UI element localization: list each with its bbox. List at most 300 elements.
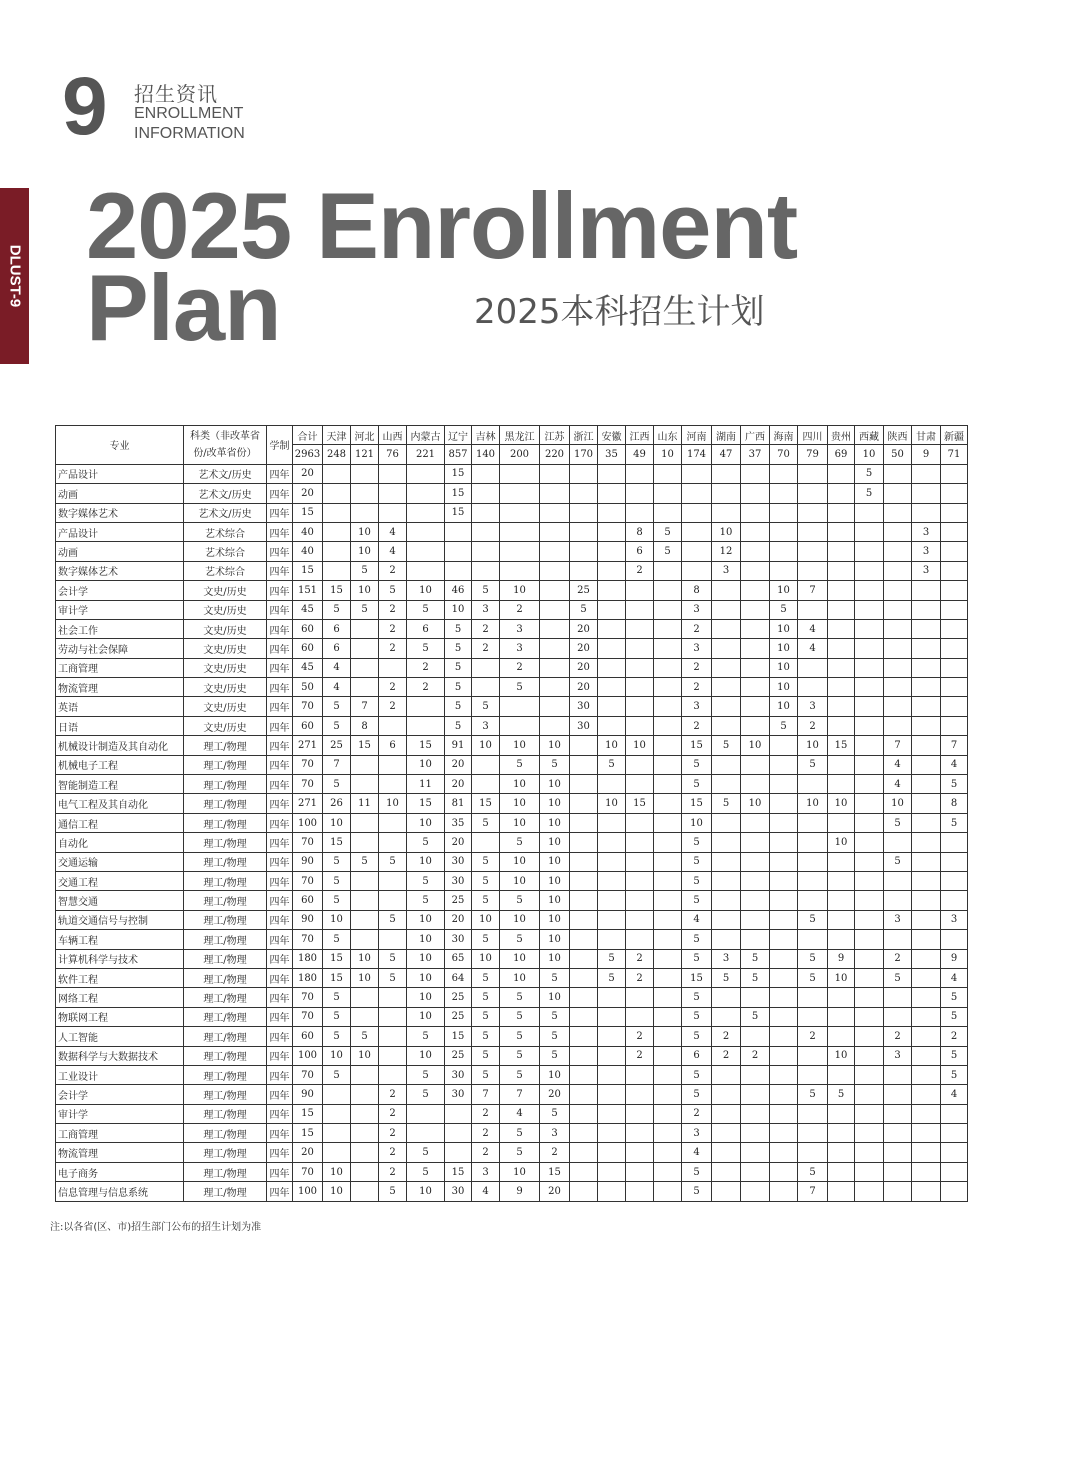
quota-cell — [570, 542, 598, 561]
quota-cell — [741, 464, 770, 483]
quota-cell — [741, 813, 770, 832]
duration-cell: 四年 — [267, 1007, 293, 1026]
quota-cell — [654, 968, 682, 987]
quota-cell — [855, 716, 884, 735]
quota-cell: 5 — [598, 755, 626, 774]
quota-cell — [855, 600, 884, 619]
duration-cell: 四年 — [267, 697, 293, 716]
quota-cell — [770, 910, 798, 929]
quota-cell — [626, 484, 654, 503]
quota-cell: 5 — [407, 1065, 445, 1084]
table-row — [56, 775, 968, 794]
quota-cell: 10 — [770, 658, 798, 677]
duration-cell: 四年 — [267, 522, 293, 541]
quota-cell — [570, 1124, 598, 1143]
quota-cell — [828, 1124, 855, 1143]
quota-cell — [654, 716, 682, 735]
quota-cell — [912, 1085, 941, 1104]
quota-cell — [654, 1162, 682, 1181]
quota-cell: 5 — [798, 949, 828, 968]
total-cell: 2963 — [293, 445, 323, 464]
quota-cell: 3 — [682, 639, 712, 658]
quota-cell: 20 — [570, 639, 598, 658]
quota-cell — [828, 697, 855, 716]
quota-cell — [626, 891, 654, 910]
quota-cell — [626, 930, 654, 949]
quota-cell — [798, 1124, 828, 1143]
duration-cell: 四年 — [267, 1027, 293, 1046]
quota-cell — [741, 678, 770, 697]
quota-cell: 10 — [770, 619, 798, 638]
quota-cell — [712, 1124, 741, 1143]
quota-cell — [712, 891, 741, 910]
quota-cell — [855, 794, 884, 813]
quota-cell: 4 — [379, 542, 407, 561]
quota-cell: 2 — [682, 678, 712, 697]
quota-cell — [570, 968, 598, 987]
quota-cell — [570, 1085, 598, 1104]
quota-cell — [682, 542, 712, 561]
major-cell: 机械设计制造及其自动化 — [56, 736, 184, 755]
quota-cell — [884, 1162, 912, 1181]
quota-cell — [598, 716, 626, 735]
quota-cell — [712, 697, 741, 716]
quota-cell: 25 — [445, 891, 472, 910]
quota-cell: 3 — [912, 522, 941, 541]
total-cell: 221 — [407, 445, 445, 464]
quota-cell — [598, 542, 626, 561]
quota-cell — [912, 1046, 941, 1065]
quota-cell — [912, 600, 941, 619]
category-cell: 理工/物理 — [184, 775, 267, 794]
duration-cell: 四年 — [267, 891, 293, 910]
quota-cell: 5 — [712, 968, 741, 987]
quota-cell — [941, 1104, 968, 1123]
quota-cell — [741, 871, 770, 890]
quota-cell: 5 — [941, 813, 968, 832]
quota-cell: 5 — [407, 1085, 445, 1104]
quota-cell — [654, 1143, 682, 1162]
total-cell: 10 — [654, 445, 682, 464]
quota-cell: 15 — [323, 833, 351, 852]
quota-cell: 70 — [293, 697, 323, 716]
major-cell: 软件工程 — [56, 968, 184, 987]
quota-cell: 3 — [712, 949, 741, 968]
quota-cell — [912, 813, 941, 832]
quota-cell — [626, 464, 654, 483]
quota-cell: 90 — [293, 910, 323, 929]
quota-cell — [626, 1085, 654, 1104]
quota-cell: 15 — [445, 484, 472, 503]
quota-cell: 5 — [682, 871, 712, 890]
quota-cell — [828, 716, 855, 735]
quota-cell: 10 — [500, 968, 540, 987]
quota-cell — [626, 1143, 654, 1162]
quota-cell — [712, 813, 741, 832]
quota-cell — [741, 697, 770, 716]
quota-cell: 45 — [293, 600, 323, 619]
quota-cell — [855, 581, 884, 600]
section-number: 9 — [62, 61, 108, 152]
quota-cell — [941, 1182, 968, 1201]
major-cell: 英语 — [56, 697, 184, 716]
quota-cell: 3 — [500, 639, 540, 658]
quota-cell — [855, 968, 884, 987]
quota-cell: 10 — [500, 1162, 540, 1181]
quota-cell — [351, 1162, 379, 1181]
quota-cell — [941, 581, 968, 600]
header-row — [56, 426, 968, 445]
quota-cell — [472, 522, 500, 541]
quota-cell — [351, 775, 379, 794]
quota-cell: 10 — [500, 736, 540, 755]
category-cell: 理工/物理 — [184, 871, 267, 890]
quota-cell: 5 — [682, 891, 712, 910]
quota-cell: 10 — [500, 910, 540, 929]
quota-cell — [407, 542, 445, 561]
category-cell: 理工/物理 — [184, 968, 267, 987]
quota-cell — [770, 988, 798, 1007]
quota-cell: 7 — [941, 736, 968, 755]
quota-cell: 10 — [500, 949, 540, 968]
quota-cell — [351, 619, 379, 638]
quota-cell — [598, 1182, 626, 1201]
quota-cell — [598, 1162, 626, 1181]
quota-cell — [598, 503, 626, 522]
quota-cell — [828, 1027, 855, 1046]
quota-cell: 15 — [445, 464, 472, 483]
major-cell: 审计学 — [56, 600, 184, 619]
quota-cell — [941, 522, 968, 541]
quota-cell: 15 — [540, 1162, 570, 1181]
quota-cell — [884, 561, 912, 580]
quota-cell — [472, 464, 500, 483]
quota-cell: 12 — [712, 542, 741, 561]
duration-cell: 四年 — [267, 1124, 293, 1143]
quota-cell — [654, 871, 682, 890]
table-row — [56, 1027, 968, 1046]
quota-cell — [351, 833, 379, 852]
quota-cell: 5 — [884, 968, 912, 987]
quota-cell — [472, 561, 500, 580]
quota-cell: 90 — [293, 852, 323, 871]
quota-cell: 5 — [500, 833, 540, 852]
quota-cell: 5 — [407, 891, 445, 910]
page-subtitle: 2025本科招生计划 — [474, 292, 765, 332]
table-row — [56, 1046, 968, 1065]
duration-cell: 四年 — [267, 833, 293, 852]
quota-cell: 10 — [472, 949, 500, 968]
table-row — [56, 619, 968, 638]
major-cell: 数字媒体艺术 — [56, 561, 184, 580]
major-cell: 工业设计 — [56, 1065, 184, 1084]
quota-cell — [912, 1027, 941, 1046]
quota-cell — [323, 1104, 351, 1123]
quota-cell: 3 — [798, 697, 828, 716]
quota-cell — [570, 1065, 598, 1084]
quota-cell — [941, 871, 968, 890]
major-cell: 动画 — [56, 484, 184, 503]
quota-cell — [941, 716, 968, 735]
quota-cell — [798, 464, 828, 483]
quota-cell: 5 — [540, 1046, 570, 1065]
quota-cell — [351, 1085, 379, 1104]
quota-cell — [351, 1182, 379, 1201]
total-cell: 248 — [323, 445, 351, 464]
duration-cell: 四年 — [267, 813, 293, 832]
quota-cell: 15 — [323, 581, 351, 600]
quota-cell — [472, 658, 500, 677]
category-cell: 理工/物理 — [184, 910, 267, 929]
quota-cell — [598, 600, 626, 619]
quota-cell — [379, 775, 407, 794]
category-cell: 理工/物理 — [184, 1027, 267, 1046]
quota-cell — [407, 561, 445, 580]
quota-cell: 5 — [682, 1162, 712, 1181]
quota-cell: 5 — [323, 600, 351, 619]
quota-cell: 5 — [884, 852, 912, 871]
section-title-en-line2: INFORMATION — [134, 125, 245, 142]
quota-cell — [912, 968, 941, 987]
quota-cell — [741, 775, 770, 794]
quota-cell: 5 — [500, 678, 540, 697]
quota-cell — [741, 1027, 770, 1046]
quota-cell: 5 — [540, 1027, 570, 1046]
quota-cell — [855, 542, 884, 561]
quota-cell: 5 — [682, 1085, 712, 1104]
quota-cell: 7 — [351, 697, 379, 716]
quota-cell: 15 — [445, 1027, 472, 1046]
quota-cell: 5 — [445, 619, 472, 638]
category-cell: 理工/物理 — [184, 930, 267, 949]
header-province: 海南 — [770, 426, 798, 445]
quota-cell — [712, 619, 741, 638]
quota-cell — [407, 522, 445, 541]
quota-cell: 10 — [351, 968, 379, 987]
quota-cell — [570, 813, 598, 832]
quota-cell: 2 — [682, 716, 712, 735]
header-province: 广西 — [741, 426, 770, 445]
total-cell: 10 — [855, 445, 884, 464]
quota-cell — [598, 1027, 626, 1046]
quota-cell — [654, 600, 682, 619]
major-cell: 计算机科学与技术 — [56, 949, 184, 968]
quota-cell: 5 — [445, 639, 472, 658]
major-cell: 自动化 — [56, 833, 184, 852]
quota-cell: 20 — [293, 484, 323, 503]
quota-cell — [712, 658, 741, 677]
quota-cell — [598, 833, 626, 852]
quota-cell: 10 — [351, 1046, 379, 1065]
quota-cell: 8 — [351, 716, 379, 735]
quota-cell — [472, 833, 500, 852]
quota-cell — [884, 464, 912, 483]
quota-cell — [445, 1124, 472, 1143]
quota-cell — [855, 1027, 884, 1046]
quota-cell — [855, 503, 884, 522]
quota-cell: 10 — [323, 1162, 351, 1181]
quota-cell — [828, 464, 855, 483]
quota-cell: 10 — [407, 988, 445, 1007]
quota-cell — [741, 658, 770, 677]
quota-cell — [941, 833, 968, 852]
quota-cell — [741, 619, 770, 638]
quota-cell: 9 — [941, 949, 968, 968]
quota-cell — [770, 464, 798, 483]
category-cell: 理工/物理 — [184, 736, 267, 755]
quota-cell: 20 — [293, 1143, 323, 1162]
quota-cell — [570, 1027, 598, 1046]
quota-cell — [598, 1046, 626, 1065]
quota-cell — [500, 484, 540, 503]
quota-cell: 5 — [500, 1143, 540, 1162]
quota-cell — [855, 1104, 884, 1123]
header-province: 湖南 — [712, 426, 741, 445]
quota-cell — [598, 775, 626, 794]
quota-cell — [712, 464, 741, 483]
major-cell: 产品设计 — [56, 522, 184, 541]
quota-cell: 9 — [500, 1182, 540, 1201]
quota-cell: 5 — [540, 968, 570, 987]
quota-cell — [626, 775, 654, 794]
header-category: 科类（非改革省份/改革省份） — [184, 426, 267, 465]
quota-cell: 5 — [682, 1027, 712, 1046]
quota-cell: 5 — [570, 600, 598, 619]
quota-cell: 5 — [682, 949, 712, 968]
quota-cell: 5 — [472, 988, 500, 1007]
quota-cell: 5 — [407, 639, 445, 658]
duration-cell: 四年 — [267, 600, 293, 619]
quota-cell — [379, 833, 407, 852]
quota-cell — [798, 484, 828, 503]
quota-cell — [884, 1065, 912, 1084]
quota-cell — [770, 1085, 798, 1104]
quota-cell: 10 — [828, 833, 855, 852]
duration-cell: 四年 — [267, 871, 293, 890]
quota-cell: 5 — [770, 716, 798, 735]
quota-cell — [884, 1124, 912, 1143]
quota-cell — [654, 658, 682, 677]
quota-cell: 10 — [407, 813, 445, 832]
quota-cell — [712, 833, 741, 852]
quota-cell — [626, 755, 654, 774]
quota-cell — [912, 852, 941, 871]
quota-cell — [855, 833, 884, 852]
quota-cell: 2 — [626, 1046, 654, 1065]
table-row — [56, 1182, 968, 1201]
quota-cell — [798, 678, 828, 697]
quota-cell — [712, 581, 741, 600]
quota-cell: 20 — [445, 833, 472, 852]
quota-cell: 5 — [472, 1007, 500, 1026]
quota-cell — [351, 910, 379, 929]
quota-cell — [770, 1143, 798, 1162]
quota-cell — [941, 852, 968, 871]
major-cell: 电子商务 — [56, 1162, 184, 1181]
quota-cell — [598, 1007, 626, 1026]
quota-cell — [570, 736, 598, 755]
quota-cell: 10 — [540, 852, 570, 871]
quota-cell — [855, 1065, 884, 1084]
quota-cell — [741, 930, 770, 949]
quota-cell — [912, 736, 941, 755]
quota-cell: 10 — [323, 1046, 351, 1065]
header-province: 合计 — [293, 426, 323, 445]
table-row — [56, 736, 968, 755]
quota-cell: 10 — [540, 871, 570, 890]
quota-cell — [770, 561, 798, 580]
quota-cell: 5 — [682, 833, 712, 852]
quota-cell — [598, 484, 626, 503]
quota-cell — [598, 619, 626, 638]
major-cell: 日语 — [56, 716, 184, 735]
quota-cell: 70 — [293, 1162, 323, 1181]
quota-cell: 2 — [379, 619, 407, 638]
quota-cell — [798, 503, 828, 522]
quota-cell — [828, 658, 855, 677]
quota-cell: 8 — [626, 522, 654, 541]
quota-cell: 3 — [500, 619, 540, 638]
total-cell: 9 — [912, 445, 941, 464]
quota-cell — [407, 1104, 445, 1123]
quota-cell — [626, 716, 654, 735]
quota-cell — [379, 755, 407, 774]
quota-cell — [884, 581, 912, 600]
quota-cell: 5 — [500, 891, 540, 910]
quota-cell: 30 — [445, 852, 472, 871]
quota-cell — [540, 639, 570, 658]
quota-cell — [351, 1104, 379, 1123]
quota-cell — [884, 1104, 912, 1123]
quota-cell: 10 — [770, 697, 798, 716]
quota-cell: 2 — [682, 658, 712, 677]
quota-cell — [712, 1085, 741, 1104]
table-row — [56, 503, 968, 522]
quota-cell — [884, 1085, 912, 1104]
quota-cell — [798, 891, 828, 910]
quota-cell: 5 — [351, 852, 379, 871]
quota-cell: 25 — [445, 988, 472, 1007]
quota-cell: 3 — [712, 561, 741, 580]
category-cell: 理工/物理 — [184, 813, 267, 832]
quota-cell — [570, 1182, 598, 1201]
quota-cell — [941, 619, 968, 638]
quota-cell — [351, 464, 379, 483]
quota-cell — [570, 561, 598, 580]
section-title-cn: 招生资讯 — [134, 82, 218, 106]
quota-cell — [741, 581, 770, 600]
duration-cell: 四年 — [267, 619, 293, 638]
quota-cell: 15 — [323, 949, 351, 968]
quota-cell — [855, 1007, 884, 1026]
quota-cell — [570, 794, 598, 813]
major-cell: 工商管理 — [56, 658, 184, 677]
quota-cell: 5 — [407, 871, 445, 890]
duration-cell: 四年 — [267, 581, 293, 600]
quota-cell — [798, 833, 828, 852]
quota-cell: 2 — [379, 639, 407, 658]
quota-cell: 15 — [682, 736, 712, 755]
quota-cell: 4 — [323, 678, 351, 697]
quota-cell — [828, 813, 855, 832]
header-province: 辽宁 — [445, 426, 472, 445]
quota-cell: 6 — [682, 1046, 712, 1065]
quota-cell: 50 — [293, 678, 323, 697]
quota-cell: 10 — [770, 678, 798, 697]
quota-cell — [500, 716, 540, 735]
quota-cell: 5 — [712, 736, 741, 755]
quota-cell — [941, 484, 968, 503]
